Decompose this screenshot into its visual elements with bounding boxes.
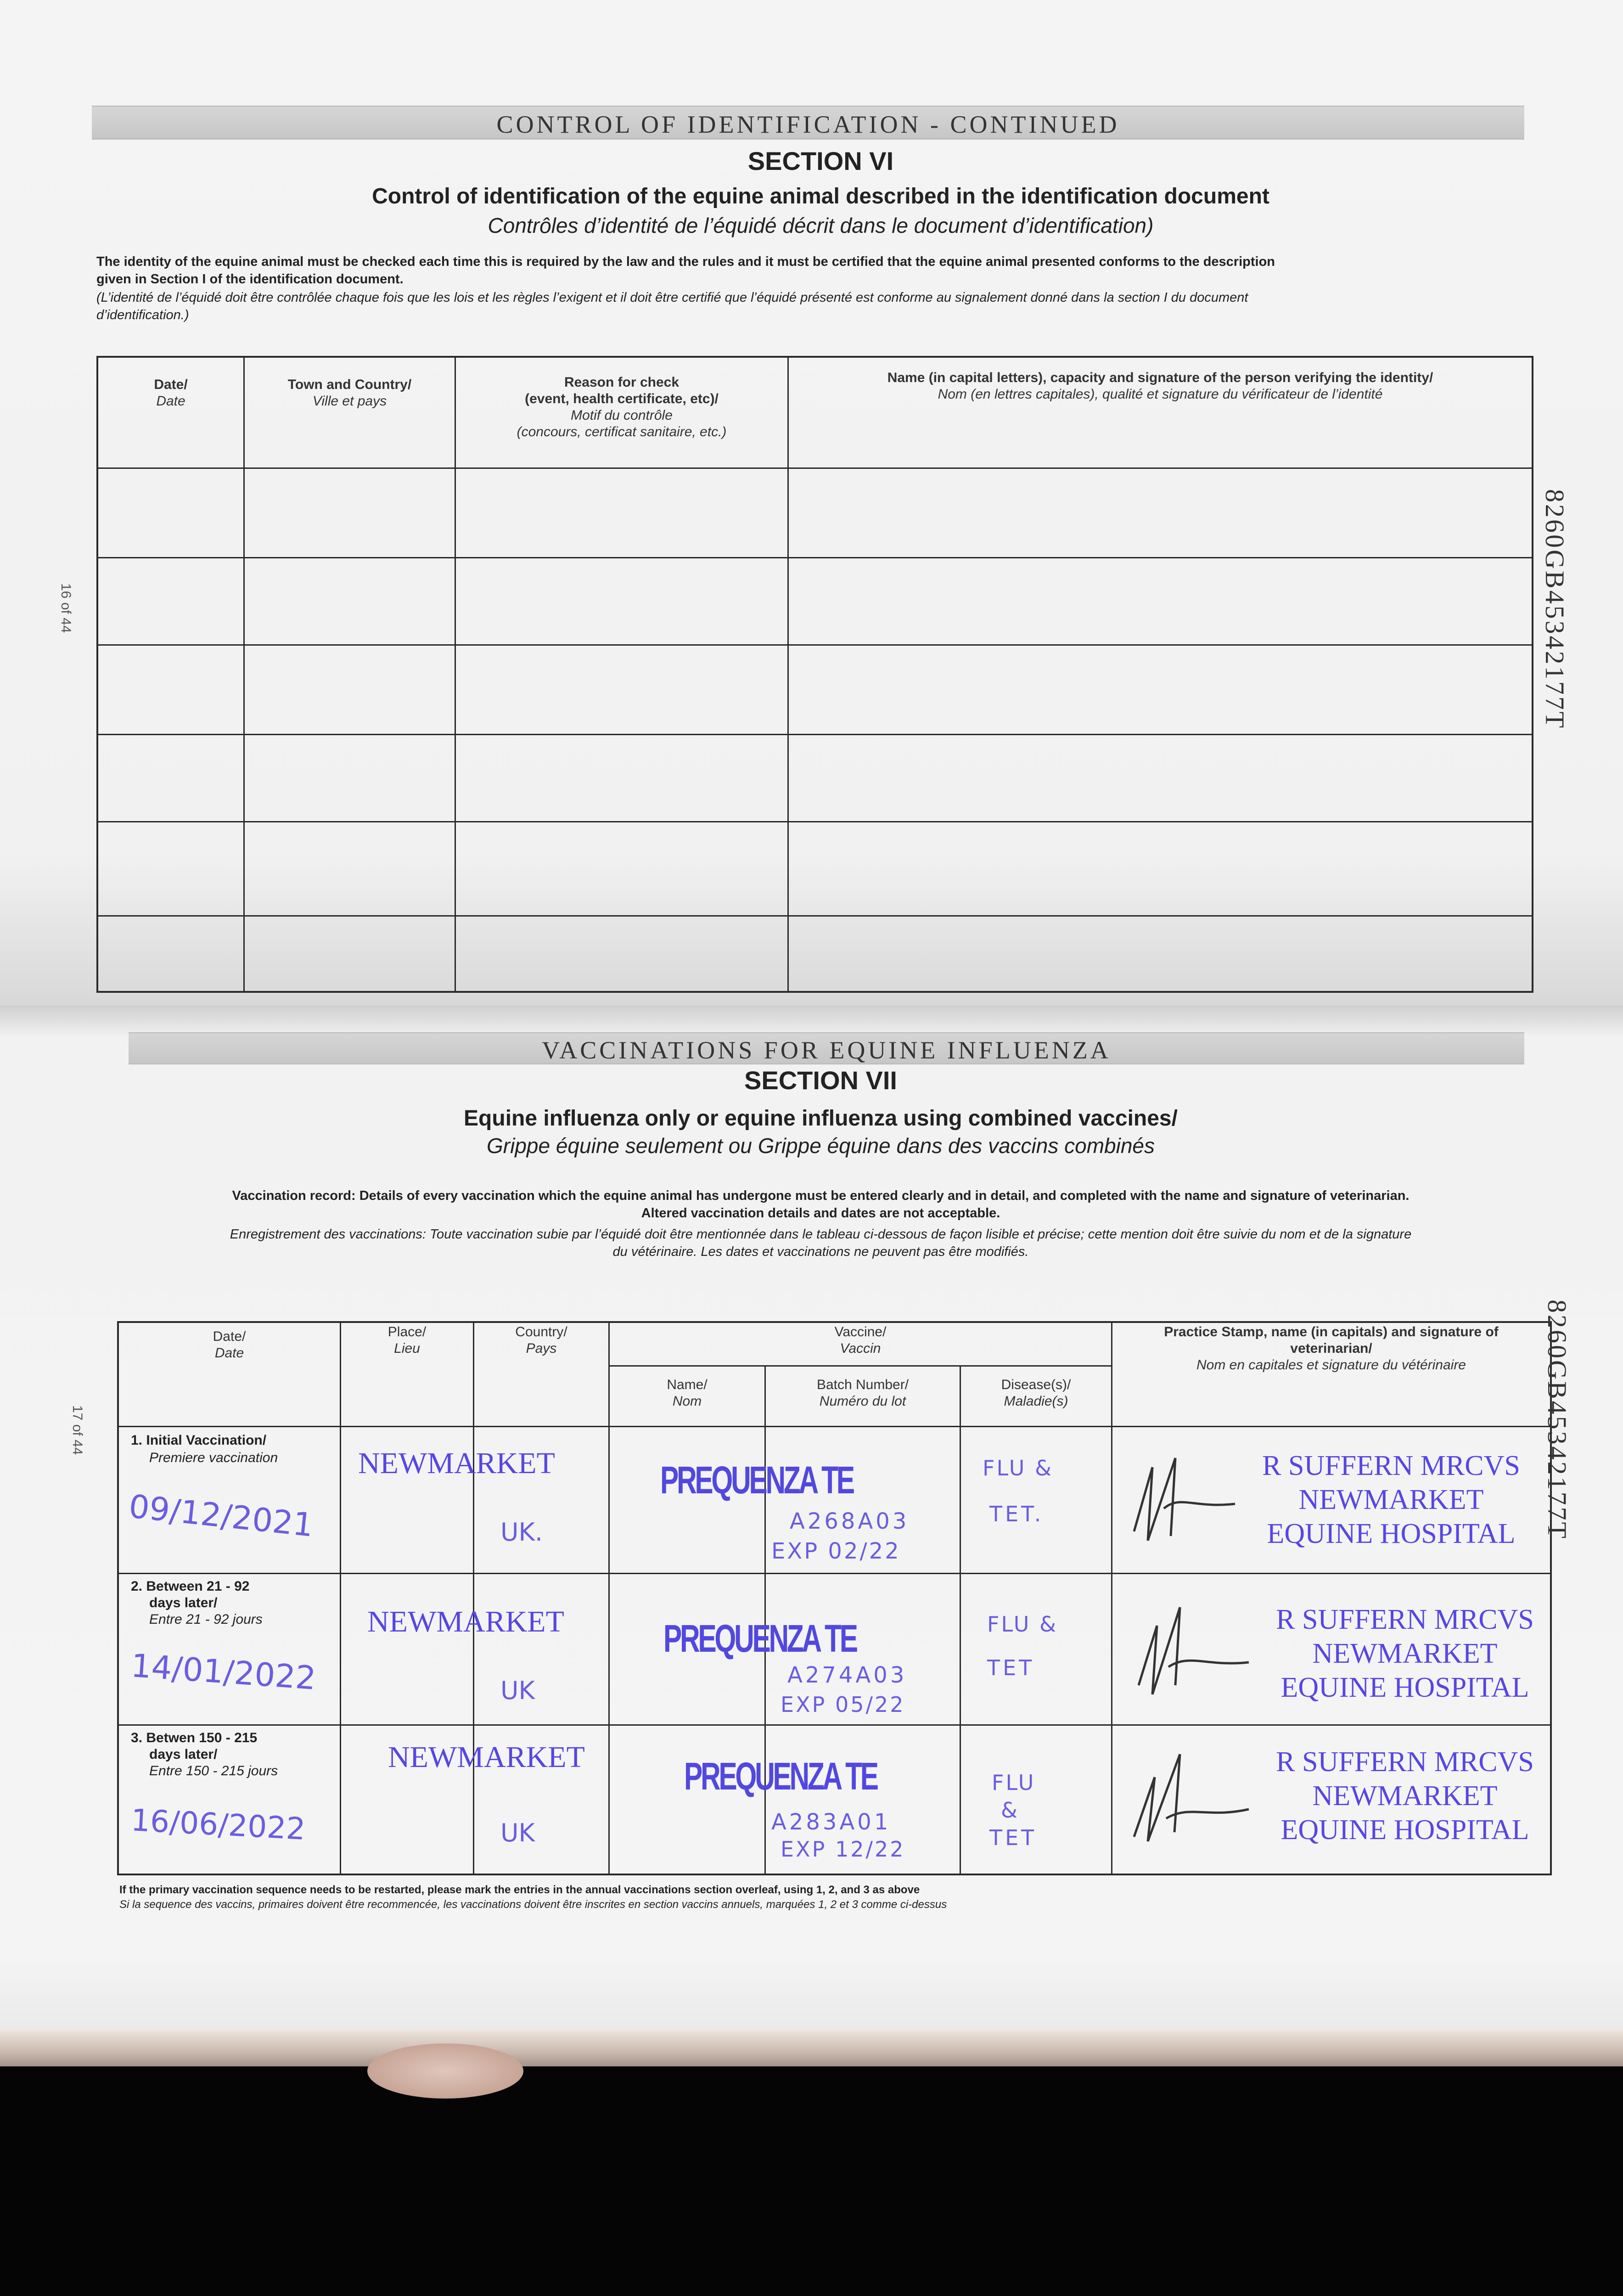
col-reason-fr: Motif du contrôle: [571, 408, 673, 423]
col-batch: Batch Number/: [816, 1377, 909, 1392]
disease-2: TET: [987, 1655, 1035, 1680]
intro-en-2: given in Section I of the identification document.: [96, 272, 404, 287]
col-date-fr: Date: [156, 394, 185, 409]
vet-town: NEWMARKET: [1312, 1638, 1498, 1669]
row-label-fr: Premiere vaccination: [149, 1450, 278, 1465]
col-reason: Reason for check: [564, 375, 680, 390]
record-fr-2: du vétérinaire. Les dates et vaccinations ne peuvent pas être modifiés.: [612, 1244, 1029, 1259]
batch-number: A283A01: [771, 1809, 891, 1835]
col-reason-2: (event, health certificate, etc)/: [525, 391, 719, 406]
col-vaccine: Vaccine/: [834, 1324, 887, 1339]
vet-town: NEWMARKET: [1298, 1484, 1484, 1515]
place-stamp: NEWMARKET: [358, 1446, 555, 1480]
row-label: 1. Initial Vaccination/: [131, 1433, 267, 1448]
title-fr: Contrôles d’identité de l’équidé décrit dans le document d’identification): [488, 214, 1154, 237]
country: UK: [500, 1818, 535, 1847]
disease-2: TET.: [989, 1502, 1044, 1526]
vet-signature: [1120, 1440, 1240, 1559]
col-stamp-2: veterinarian/: [1290, 1341, 1372, 1356]
vet-stamp: [1249, 1603, 1561, 1705]
footnote-fr: Si la sequence des vaccins, primaires doivent être recommencée, les vaccinations doivent être inscrites en section vaccins annuels, marquées 1, 2 et 3 comme ci-dessus: [119, 1898, 947, 1911]
disease: FLU &: [987, 1612, 1058, 1637]
record-en-1: Vaccination record: Details of every vaccination which the equine animal has undergone must be entered clearly and in detail, and completed with the name and signature of veterinarian.: [232, 1188, 1410, 1203]
title-en: Equine influenza only or equine influenza using combined vaccines/: [464, 1106, 1178, 1131]
col-place: Place/: [387, 1324, 427, 1339]
vet-practice: EQUINE HOSPITAL: [1267, 1518, 1516, 1549]
vet-stamp: [1230, 1449, 1552, 1551]
country: UK: [500, 1676, 535, 1705]
footnote-en: If the primary vaccination sequence needs to be restarted, please mark the entries in the annual vaccinations section overleaf, using 1, 2, and 3 as above: [119, 1884, 920, 1896]
title-fr: Grippe équine seulement ou Grippe équine dans des vaccins combinés: [487, 1134, 1155, 1158]
col-town: Town and Country/: [287, 377, 412, 392]
vet-name: R SUFFERN MRCVS: [1276, 1746, 1534, 1778]
banner-text: VACCINATIONS FOR EQUINE INFLUENZA: [542, 1036, 1111, 1064]
row-label: 3. Betwen 150 - 215: [131, 1730, 258, 1745]
col-country-fr: Pays: [526, 1341, 557, 1356]
batch-number: A268A03: [790, 1508, 910, 1534]
section-title: SECTION VI: [747, 146, 894, 175]
expiry: EXP 02/22: [771, 1538, 901, 1564]
page-17: [0, 1006, 1623, 2062]
expiry: EXP 12/22: [781, 1837, 905, 1862]
disease: FLU: [992, 1770, 1036, 1795]
row-label-fr: Entre 21 - 92 jours: [149, 1612, 263, 1627]
country: UK.: [500, 1518, 543, 1547]
disease-amp: &: [1001, 1798, 1017, 1823]
page-number: 16 of 44: [58, 583, 73, 633]
col-country: Country/: [515, 1324, 567, 1339]
vet-town: NEWMARKET: [1312, 1780, 1498, 1812]
row-label-2: days later/: [149, 1747, 218, 1762]
batch-number: A274A03: [787, 1662, 907, 1688]
col-vaccine-name-fr: Nom: [672, 1394, 702, 1409]
row-label-fr: Entre 150 - 215 jours: [149, 1763, 278, 1778]
col-town-fr: Ville et pays: [312, 394, 387, 409]
col-verifier-fr: Nom (en lettres capitales), qualité et signature du vérificateur de l’identité: [938, 387, 1383, 402]
vet-stamp: [1249, 1745, 1561, 1847]
scan-background: [0, 2066, 1623, 2296]
vet-signature: [1120, 1740, 1258, 1860]
doc-number: 8260GB45342177T: [1542, 1300, 1572, 1540]
col-verifier: Name (in capital letters), capacity and signature of the person verifying the identity/: [887, 370, 1433, 385]
vet-practice: EQUINE HOSPITAL: [1280, 1672, 1529, 1703]
col-date: Date/: [213, 1329, 246, 1344]
col-place-fr: Lieu: [394, 1341, 420, 1356]
vaccine-name: PREQUENZA TE: [660, 1458, 853, 1502]
vaccine-name: PREQUENZA TE: [684, 1755, 877, 1798]
thumb: [367, 2043, 523, 2099]
col-vaccine-name: Name/: [667, 1377, 708, 1392]
place-stamp: NEWMARKET: [367, 1605, 564, 1638]
vaccine-name: PREQUENZA TE: [663, 1617, 856, 1660]
col-batch-fr: Numéro du lot: [819, 1394, 906, 1409]
vet-practice: EQUINE HOSPITAL: [1280, 1814, 1529, 1846]
vet-name: R SUFFERN MRCVS: [1262, 1450, 1520, 1481]
col-disease-fr: Maladie(s): [1004, 1394, 1068, 1409]
vaccination-date: 14/01/2022: [129, 1647, 317, 1697]
col-vaccine-fr: Vaccin: [840, 1341, 881, 1356]
disease: FLU &: [983, 1456, 1053, 1480]
col-stamp: Practice Stamp, name (in capitals) and signature of: [1164, 1324, 1499, 1339]
section-banner: [92, 106, 1524, 140]
record-en-2: Altered vaccination details and dates are not acceptable.: [641, 1206, 1000, 1221]
record-fr-1: Enregistrement des vaccinations: Toute vaccination subie par l’équidé doit être mentionnée dans le tableau ci-dessous de façon lisible et précise; cette mention doit être suivie du nom et de la signature: [230, 1227, 1412, 1242]
row-label-2: days later/: [149, 1595, 218, 1610]
col-date-fr: Date: [214, 1345, 244, 1361]
intro-en-1: The identity of the equine animal must be checked each time this is required by the law and the rules and it must be certified that the equine animal presented conforms to the description: [96, 254, 1275, 269]
intro-fr-2: d’identification.): [96, 308, 189, 322]
row-label: 2. Between 21 - 92: [131, 1579, 250, 1594]
intro-fr-1: (L’identité de l’équidé doit être contrôlée chaque fois que les lois et les règles l’exigent et il doit être certifié que l’équidé présenté est conforme au signalement donné dans la section I du document: [96, 290, 1248, 305]
banner-text: CONTROL OF IDENTIFICATION - CONTINUED: [496, 111, 1120, 138]
page-16: [0, 0, 1623, 1006]
col-date: Date/: [154, 377, 188, 392]
expiry: EXP 05/22: [781, 1692, 905, 1717]
disease-2: TET: [989, 1825, 1037, 1850]
section-title: SECTION VII: [744, 1066, 897, 1095]
col-reason-fr-2: (concours, certificat sanitaire, etc.): [517, 424, 727, 439]
place-stamp: NEWMARKET: [388, 1740, 585, 1774]
col-stamp-fr: Nom en capitales et signature du vétérinaire: [1196, 1357, 1466, 1373]
doc-number: 8260GB45342177T: [1540, 489, 1570, 730]
vaccination-date: 09/12/2021: [127, 1487, 315, 1544]
vet-signature: [1120, 1593, 1258, 1713]
col-disease: Disease(s)/: [1001, 1377, 1071, 1392]
section-banner: [129, 1032, 1524, 1064]
title-en: Control of identification of the equine animal described in the identification document: [372, 184, 1269, 208]
page-number: 17 of 44: [70, 1405, 85, 1455]
vaccination-date: 16/06/2022: [130, 1802, 307, 1847]
vet-name: R SUFFERN MRCVS: [1276, 1604, 1534, 1635]
